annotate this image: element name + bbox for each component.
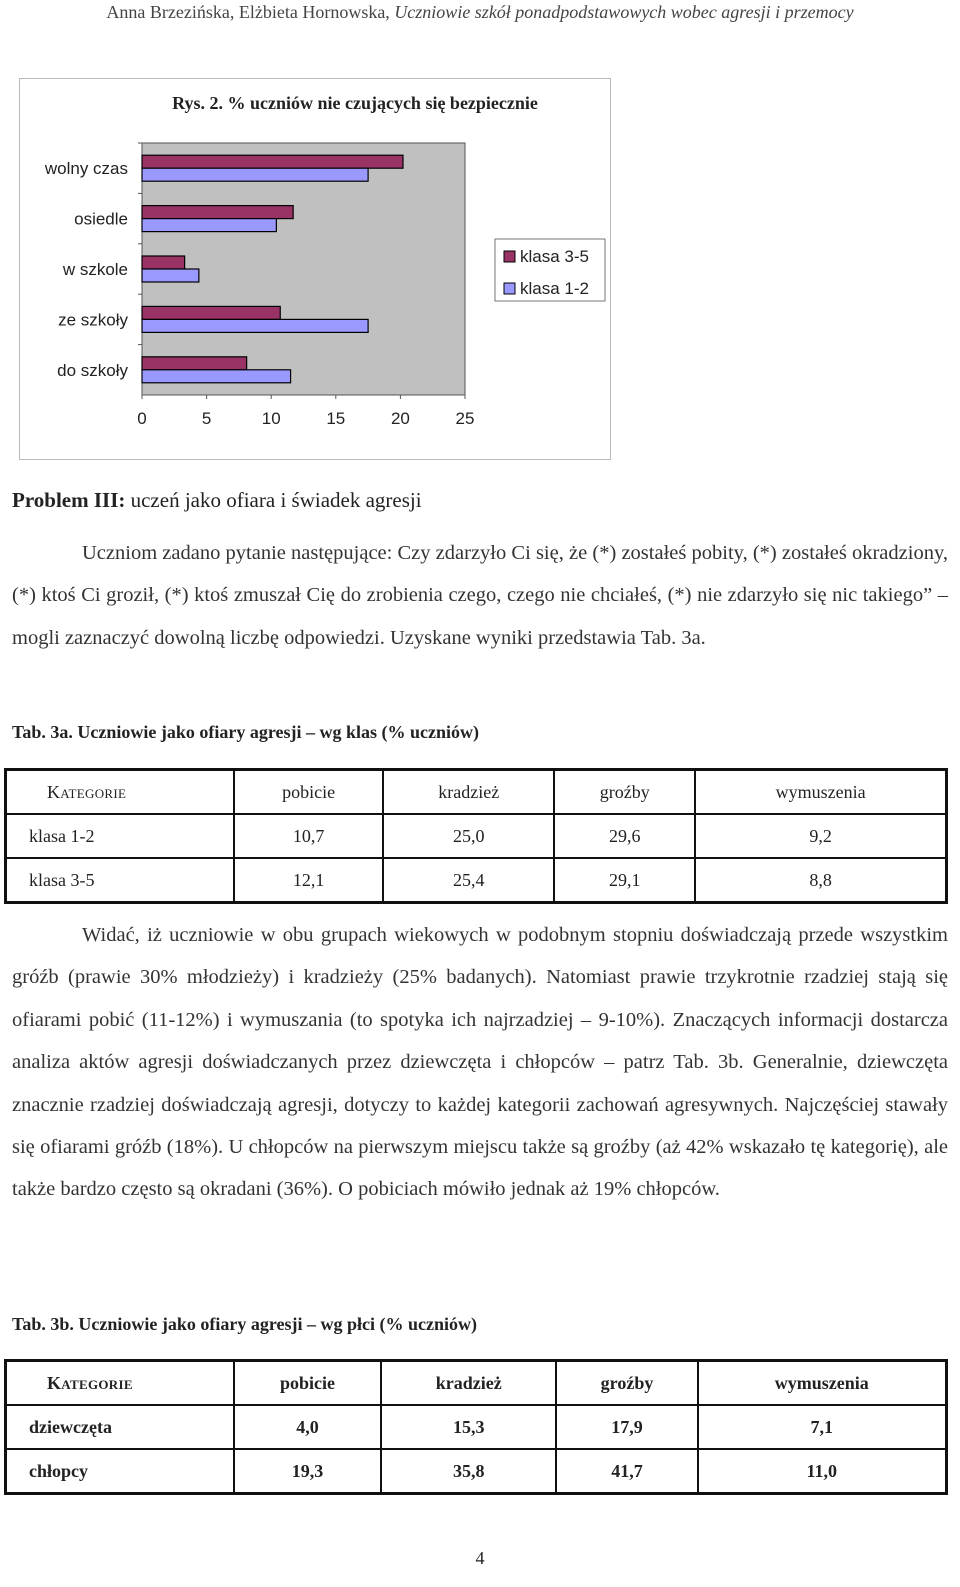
table-a xyxy=(4,768,948,904)
category-label: ze szkoły xyxy=(58,310,128,330)
table-b-header-pobicie: pobicie xyxy=(234,1361,381,1406)
running-header xyxy=(0,0,960,24)
bar-klasa-3-5 xyxy=(142,306,280,319)
table-cell: 41,7 xyxy=(556,1449,697,1494)
paragraph-analysis xyxy=(12,914,948,1211)
table-cell: 29,6 xyxy=(554,814,695,858)
legend-label: klasa 3-5 xyxy=(520,247,589,266)
section-label: Problem III: xyxy=(12,488,126,512)
table-row xyxy=(6,814,947,858)
category-label: wolny czas xyxy=(44,159,128,179)
table-cell: 9,2 xyxy=(695,814,946,858)
table-b-row-label: chłopcy xyxy=(6,1449,235,1494)
x-tick-label: 15 xyxy=(326,409,346,428)
table-cell: 8,8 xyxy=(695,858,946,903)
running-header-authors: Anna Brzezińska, Elżbieta Hornowska, xyxy=(106,2,390,22)
legend-label: klasa 1-2 xyxy=(520,279,589,298)
table-a-row-label: klasa 3-5 xyxy=(6,858,235,903)
bar-klasa-1-2 xyxy=(142,319,368,332)
table-cell: 19,3 xyxy=(234,1449,381,1494)
x-tick-label: 20 xyxy=(390,409,410,428)
table-cell: 15,3 xyxy=(381,1405,556,1449)
table-cell: 25,4 xyxy=(383,858,554,903)
legend-swatch xyxy=(504,251,515,262)
bar-klasa-3-5 xyxy=(142,256,185,269)
table-cell: 7,1 xyxy=(698,1405,947,1449)
page-number: 4 xyxy=(475,1548,485,1568)
legend-swatch xyxy=(504,283,515,294)
paragraph-question-text: Uczniom zadano pytanie następujące: Czy zdarzyło Ci się, że (*) zostałeś pobity, (*) zostałeś okradziony, (*) ktoś Ci groził, (*) ktoś zmuszał Cię do zrobienia czego, czego nie chciałeś, (*) nie zdarzyło się nic takiego” – mogli zaznaczyć dowolną liczbę odpowiedzi. Uzyskane wyniki przedstawia Tab. 3a. xyxy=(12,542,948,649)
table-a-header-grozby: groźby xyxy=(554,770,695,815)
table-b-header-grozby: groźby xyxy=(556,1361,697,1406)
table-cell: 10,7 xyxy=(234,814,383,858)
bar-klasa-3-5 xyxy=(142,206,293,219)
table-b-header-row xyxy=(6,1361,947,1406)
x-tick-label: 5 xyxy=(201,409,212,428)
figure-caption: Rys. 2. % uczniów nie czujących się bezpiecznie xyxy=(172,93,538,113)
category-label: do szkoły xyxy=(57,360,128,380)
table-row xyxy=(6,1405,947,1449)
table-a-header-row xyxy=(6,770,947,815)
table-cell: 4,0 xyxy=(234,1405,381,1449)
bar-klasa-1-2 xyxy=(142,219,276,232)
figure-rys-2 xyxy=(19,78,611,460)
x-tick-label: 25 xyxy=(455,409,475,428)
bar-klasa-3-5 xyxy=(142,155,403,168)
table-b-row-label: dziewczęta xyxy=(6,1405,235,1449)
x-tick-label: 10 xyxy=(261,409,281,428)
table-cell: 17,9 xyxy=(556,1405,697,1449)
category-label: osiedle xyxy=(74,209,128,229)
x-tick-label: 0 xyxy=(137,409,147,428)
table-cell: 29,1 xyxy=(554,858,695,903)
table-a-header-category: Kategorie xyxy=(6,770,235,815)
table-cell: 11,0 xyxy=(698,1449,947,1494)
paragraph-analysis-text: Widać, iż uczniowie w obu grupach wiekowych w podobnym stopniu doświadczają przede wszystkim gróźb (prawie 30% młodzieży) i kradzieży (25% badanych). Natomiast prawie trzykrotnie rzadziej stają się ofiarami pobić (11-12%) i wymuszania (to spotyka ich najrzadziej – 9-10%). Znaczących informacji dostarcza analiza aktów agresji doświadczanych przez dziewczęta i chłopców – patrz Tab. 3b. Generalnie, dziewczęta znacznie rzadziej doświadczają agresji, dotyczy to każdej kategorii zachowań agresywnych. Najczęściej stawały się ofiarami gróźb (18%). U chłopców na pierwszym miejscu także są groźby (aż 42% wskazało tę kategorię), ale także bardzo często są okradani (36%). O pobiciach mówiło jednak aż 19% chłopców. xyxy=(12,924,948,1201)
table-b-header-wymuszenia: wymuszenia xyxy=(698,1361,947,1406)
table-cell: 35,8 xyxy=(381,1449,556,1494)
section-heading xyxy=(12,488,422,513)
table-b xyxy=(4,1359,948,1495)
table-a-row-label: klasa 1-2 xyxy=(6,814,235,858)
table-cell: 25,0 xyxy=(383,814,554,858)
category-label: w szkole xyxy=(62,260,128,279)
section-title: uczeń jako ofiara i świadek agresji xyxy=(125,488,422,512)
table-a-header-wymuszenia: wymuszenia xyxy=(695,770,946,815)
bar-klasa-1-2 xyxy=(142,269,199,282)
bar-klasa-1-2 xyxy=(142,370,291,383)
bar-klasa-3-5 xyxy=(142,357,247,370)
table-b-caption: Tab. 3b. Uczniowie jako ofiary agresji – wg płci (% uczniów) xyxy=(12,1314,477,1334)
table-b-header-kradziez: kradzież xyxy=(381,1361,556,1406)
bar-klasa-1-2 xyxy=(142,168,368,181)
table-a-header-kradziez: kradzież xyxy=(383,770,554,815)
bar-chart xyxy=(20,79,610,459)
paragraph-question xyxy=(12,532,948,659)
table-b-header-category: Kategorie xyxy=(6,1361,235,1406)
table-cell: 12,1 xyxy=(234,858,383,903)
running-header-title: Uczniowie szkół ponadpodstawowych wobec agresji i przemocy xyxy=(394,2,854,22)
table-row xyxy=(6,1449,947,1494)
table-a-header-pobicie: pobicie xyxy=(234,770,383,815)
table-a-caption: Tab. 3a. Uczniowie jako ofiary agresji – wg klas (% uczniów) xyxy=(12,722,479,742)
table-row xyxy=(6,858,947,903)
